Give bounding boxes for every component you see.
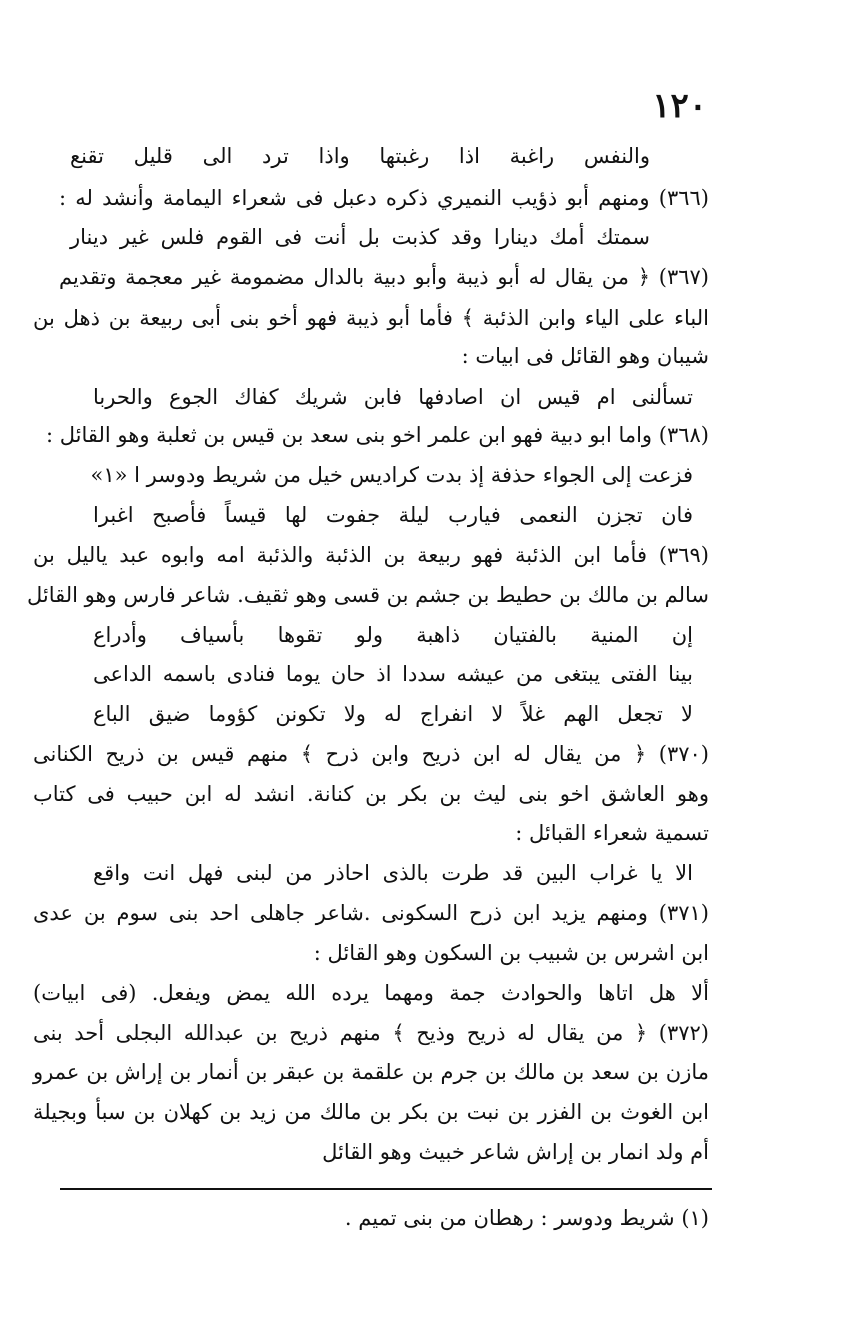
verse-line: سمتك أمك دينارا وقد كذبت بل أنت فى القوم فلس غير دينار bbox=[70, 225, 650, 249]
verse-line: إن المنية بالفتيان ذاهبة ولو تقوها بأسياف وأدراع bbox=[93, 623, 693, 647]
prose-line: وهو العاشق اخو بنى ليث بن بكر بن كنانة. انشد له ابن حبيب فى كتاب bbox=[33, 782, 709, 806]
prose-line: (٣٦٦) ومنهم أبو ذؤيب النميري ذكره دعبل فى شعراء اليمامة وأنشد له : bbox=[59, 186, 709, 210]
verse-line: ألا هل اتاها والحوادث جمة ومهما يرده الله يمض ويفعل. (فى ابيات) bbox=[33, 981, 709, 1005]
prose-line: (٣٧١) ومنهم يزيد ابن ذرح السكونى .شاعر جاهلى احد بنى سوم بن عدى bbox=[33, 901, 709, 925]
verse-line: فان تجزن النعمى فيارب ليلة جفوت لها قيساً فأصبح اغبرا bbox=[93, 503, 693, 527]
prose-line: تسمية شعراء القبائل : bbox=[515, 821, 709, 845]
prose-line: شيبان وهو القائل فى ابيات : bbox=[461, 344, 709, 368]
prose-line: (٣٦٧) ﴿ من يقال له أبو ذيبة وأبو دبية بالدال مضمومة غير معجمة وتقديم bbox=[59, 265, 709, 289]
prose-line: ابن اشرس بن شبيب بن السكون وهو القائل : bbox=[313, 941, 709, 965]
prose-line: (٣٧٢) ﴿ من يقال له ذريح وذيح ﴾ منهم ذريح بن عبدالله البجلى أحد بنى bbox=[33, 1021, 709, 1045]
verse-line: الا يا غراب البين قد طرت بالذى احاذر من لبنى فهل انت واقع bbox=[93, 861, 693, 885]
prose-line: الباء على الياء وابن الذئبة ﴾ فأما أبو ذيبة فهو أخو بنى أبى ربيعة بن ذهل بن bbox=[33, 306, 709, 330]
verse-line: تسألنى ام قيس ان اصادفها فابن شريك كفاك الجوع والحربا bbox=[93, 385, 693, 409]
page-number: ١٢٠ bbox=[652, 86, 707, 126]
verse-line: فزعت إلى الجواء حذفة إذ بدت كراديس خيل من شريط ودوسر ا «١» bbox=[90, 463, 693, 487]
prose-line: (٣٦٩) فأما ابن الذئبة فهو ربيعة بن الذئبة والذئبة امه وابوه عبد ياليل بن bbox=[33, 543, 709, 567]
prose-line: أم ولد انمار بن إراش شاعر خبيث وهو القائل bbox=[322, 1140, 709, 1164]
prose-line: سالم بن مالك بن حطيط بن جشم بن قسى وهو ثقيف. شاعر فارس وهو القائل bbox=[26, 583, 709, 607]
prose-line: مازن بن سعد بن مالك بن جرم بن علقمة بن عبقر بن أنمار بن إراش بن عمرو bbox=[33, 1060, 709, 1084]
footnote-rule bbox=[60, 1188, 712, 1190]
prose-line: ابن الغوث بن الفزر بن نبت بن بكر بن مالك من زيد بن كهلان بن سبأ وبجيلة bbox=[33, 1100, 709, 1124]
footnote: (١) شريط ودوسر : رهطان من بنى تميم . bbox=[344, 1206, 709, 1230]
verse-line: لا تجعل الهم غلاً لا انفراج له ولا تكونن كؤوما ضيق الباع bbox=[93, 702, 693, 726]
verse-line: بينا الفتى يبتغى من عيشه سددا اذ حان يوما فنادى باسمه الداعى bbox=[93, 662, 693, 686]
verse-line: والنفس راغبة اذا رغبتها واذا ترد الى قليل تقنع bbox=[70, 144, 650, 168]
prose-line: (٣٧٠) ﴿ من يقال له ابن ذريح وابن ذرح ﴾ منهم قيس بن ذريح الكنانى bbox=[33, 742, 709, 766]
prose-line: (٣٦٨) واما ابو دبية فهو ابن علمر اخو بنى سعد بن قيس بن ثعلبة وهو القائل : bbox=[45, 423, 709, 447]
